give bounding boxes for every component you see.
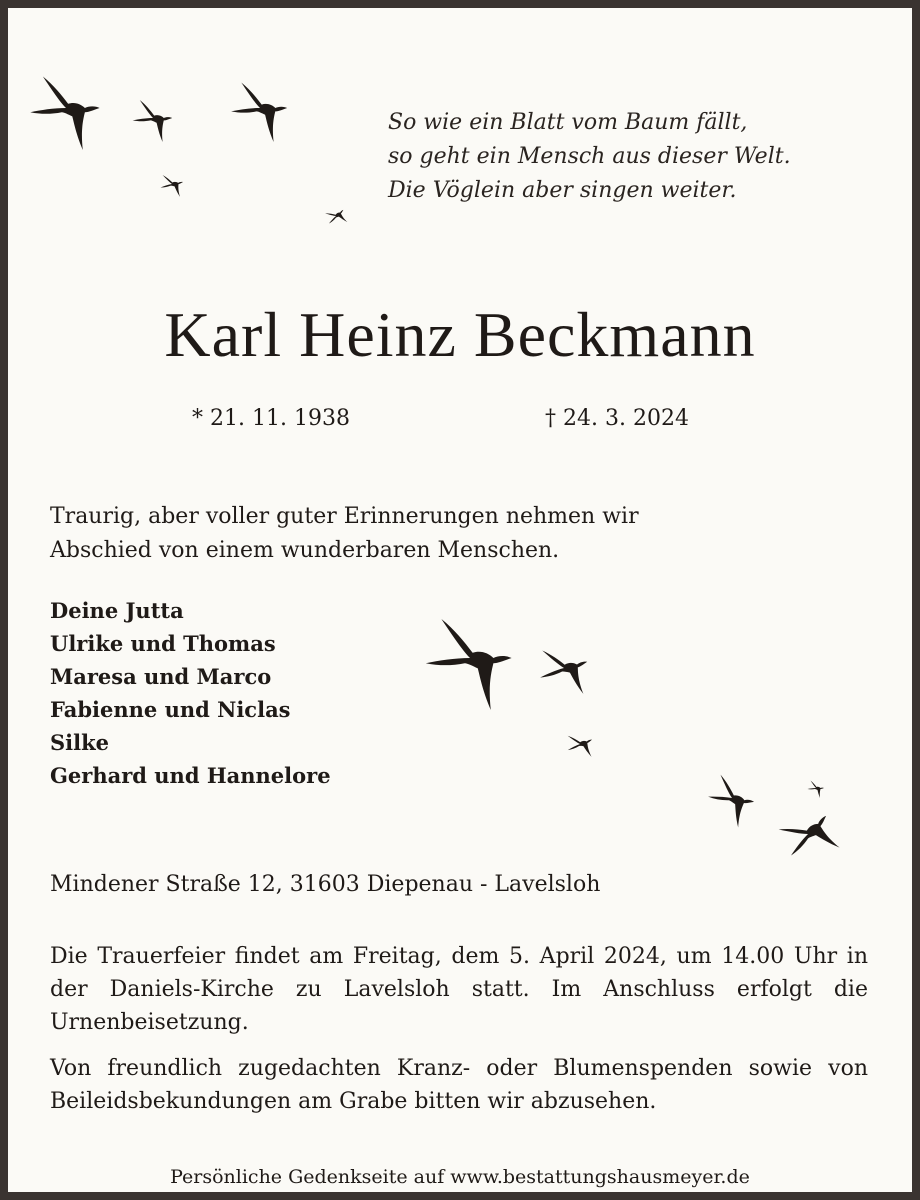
swallow-icon	[158, 172, 185, 200]
swallow-icon	[231, 83, 287, 143]
birth-date: * 21. 11. 1938	[192, 406, 350, 431]
swallow-icon	[534, 640, 595, 704]
swallow-icon	[322, 203, 351, 232]
mourner-name: Silke	[50, 730, 110, 755]
poem-line: so geht ein Mensch aus dieser Welt.	[388, 144, 791, 169]
farewell-line: Traurig, aber voller guter Erinnerungen nehmen wir	[50, 504, 639, 529]
deceased-name: Karl Heinz Beckmann	[164, 299, 756, 370]
poem-quote	[388, 106, 791, 208]
memorial-page-footer: Persönliche Gedenkseite auf www.bestattungshausmeyer.de	[170, 1166, 750, 1188]
mourner-name: Deine Jutta	[50, 598, 184, 623]
mourners-list	[50, 594, 331, 792]
swallow-icon	[426, 619, 512, 710]
poem-line: Die Vöglein aber singen weiter.	[388, 178, 737, 203]
swallow-icon	[563, 728, 597, 763]
funeral-service-text: Die Trauerfeier findet am Freitag, dem 5. April 2024, um 14.00 Uhr in der Daniels-Kirche zu Lavelsloh statt. Im Anschluss erfolgt die Urnenbeisetzung.	[50, 944, 868, 1035]
mourner-name: Gerhard und Hannelore	[50, 763, 331, 788]
obituary-card	[8, 8, 912, 1192]
swallow-icon	[808, 781, 825, 799]
farewell-text	[50, 500, 639, 568]
swallow-icon	[30, 77, 99, 151]
mourner-name: Maresa und Marco	[50, 664, 272, 689]
family-address: Mindener Straße 12, 31603 Diepenau - Lavelsloh	[50, 872, 601, 897]
poem-line: So wie ein Blatt vom Baum fällt,	[388, 110, 748, 135]
mourner-name: Ulrike und Thomas	[50, 631, 276, 656]
mourner-name: Fabienne und Niclas	[50, 697, 291, 722]
swallow-icon	[772, 799, 849, 876]
swallow-icon	[133, 100, 173, 142]
farewell-line: Abschied von einem wunderbaren Menschen.	[50, 538, 560, 563]
donation-note: Von freundlich zugedachten Kranz- oder Blumenspenden sowie von Beileidsbekundungen am Grabe bitten wir abzusehen.	[50, 1056, 868, 1114]
death-date: † 24. 3. 2024	[545, 406, 689, 431]
swallow-icon	[704, 773, 758, 829]
